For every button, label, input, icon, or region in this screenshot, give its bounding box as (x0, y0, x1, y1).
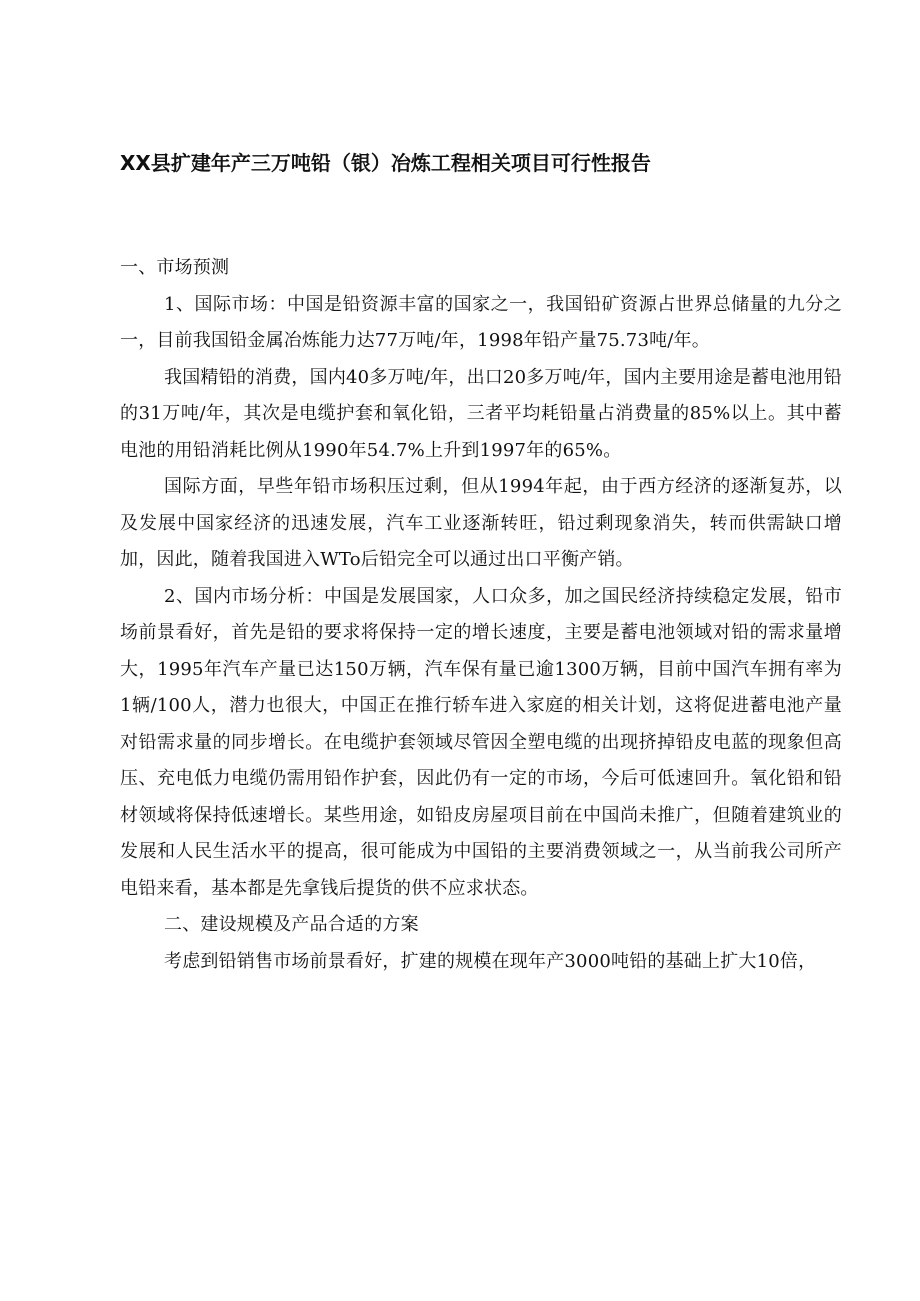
section-heading-market-forecast: 一、市场预测 (120, 257, 230, 278)
paragraph-domestic-consumption: 我国精铅的消费，国内40多万吨/年，出口20多万吨/年，国内主要用途是蓄电池用铅的31万吨/年，其次是电缆护套和氧化铅，三者平均耗铅量占消费量的85%以上。其中蓄电池的用铅消耗比例从1990年54.7%上升到1997年的65%。 (120, 366, 842, 461)
paragraph-scale-plan: 考虑到铅销售市场前景看好，扩建的规模在现年产3000吨铅的基础上扩大10倍， (164, 950, 817, 972)
document-title: XX县扩建年产三万吨铅（银）冶炼工程相关项目可行性报告 (120, 151, 651, 175)
section-heading-scale-and-products: 二、建设规模及产品合适的方案 (164, 914, 419, 935)
paragraph-international-market: 1、国际市场：中国是铅资源丰富的国家之一，我国铅矿资源占世界总储量的九分之一，目前我国铅金属冶炼能力达77万吨/年，1998年铅产量75.73吨/年。 (120, 293, 842, 351)
paragraph-international-trend: 国际方面，早些年铅市场积压过剩，但从1994年起，由于西方经济的逐渐复苏，以及发展中国家经济的迅速发展，汽车工业逐渐转旺，铅过剩现象消失，转而供需缺口增加，因此，随着我国进入WTo后铅完全可以通过出口平衡产销。 (120, 476, 842, 570)
paragraph-domestic-market-analysis: 2、国内市场分析：中国是发展国家，人口众多，加之国民经济持续稳定发展，铅市场前景看好，首先是铅的要求将保持一定的增长速度，主要是蓄电池领域对铅的需求量增大，1995年汽车产量已达150万辆，汽车保有量已逾1300万辆，目前中国汽车拥有率为1辆/100人，潜力也很大，中国正在推行轿车进入家庭的相关计划，这将促进蓄电池产量对铅需求量的同步增长。在电缆护套领域尽管因全塑电缆的出现挤掉铅皮电蓝的现象但高压、充电低力电缆仍需用铅作护套，因此仍有一定的市场，今后可低速回升。氧化铅和铅材领域将保持低速增长。某些用途，如铅皮房屋项目前在中国尚未推广，但随着建筑业的发展和人民生活水平的提高，很可能成为中国铅的主要消费领域之一，从当前我公司所产电铅来看，基本都是先拿钱后提货的供不应求状态。 (120, 585, 842, 899)
document-body (120, 250, 842, 980)
